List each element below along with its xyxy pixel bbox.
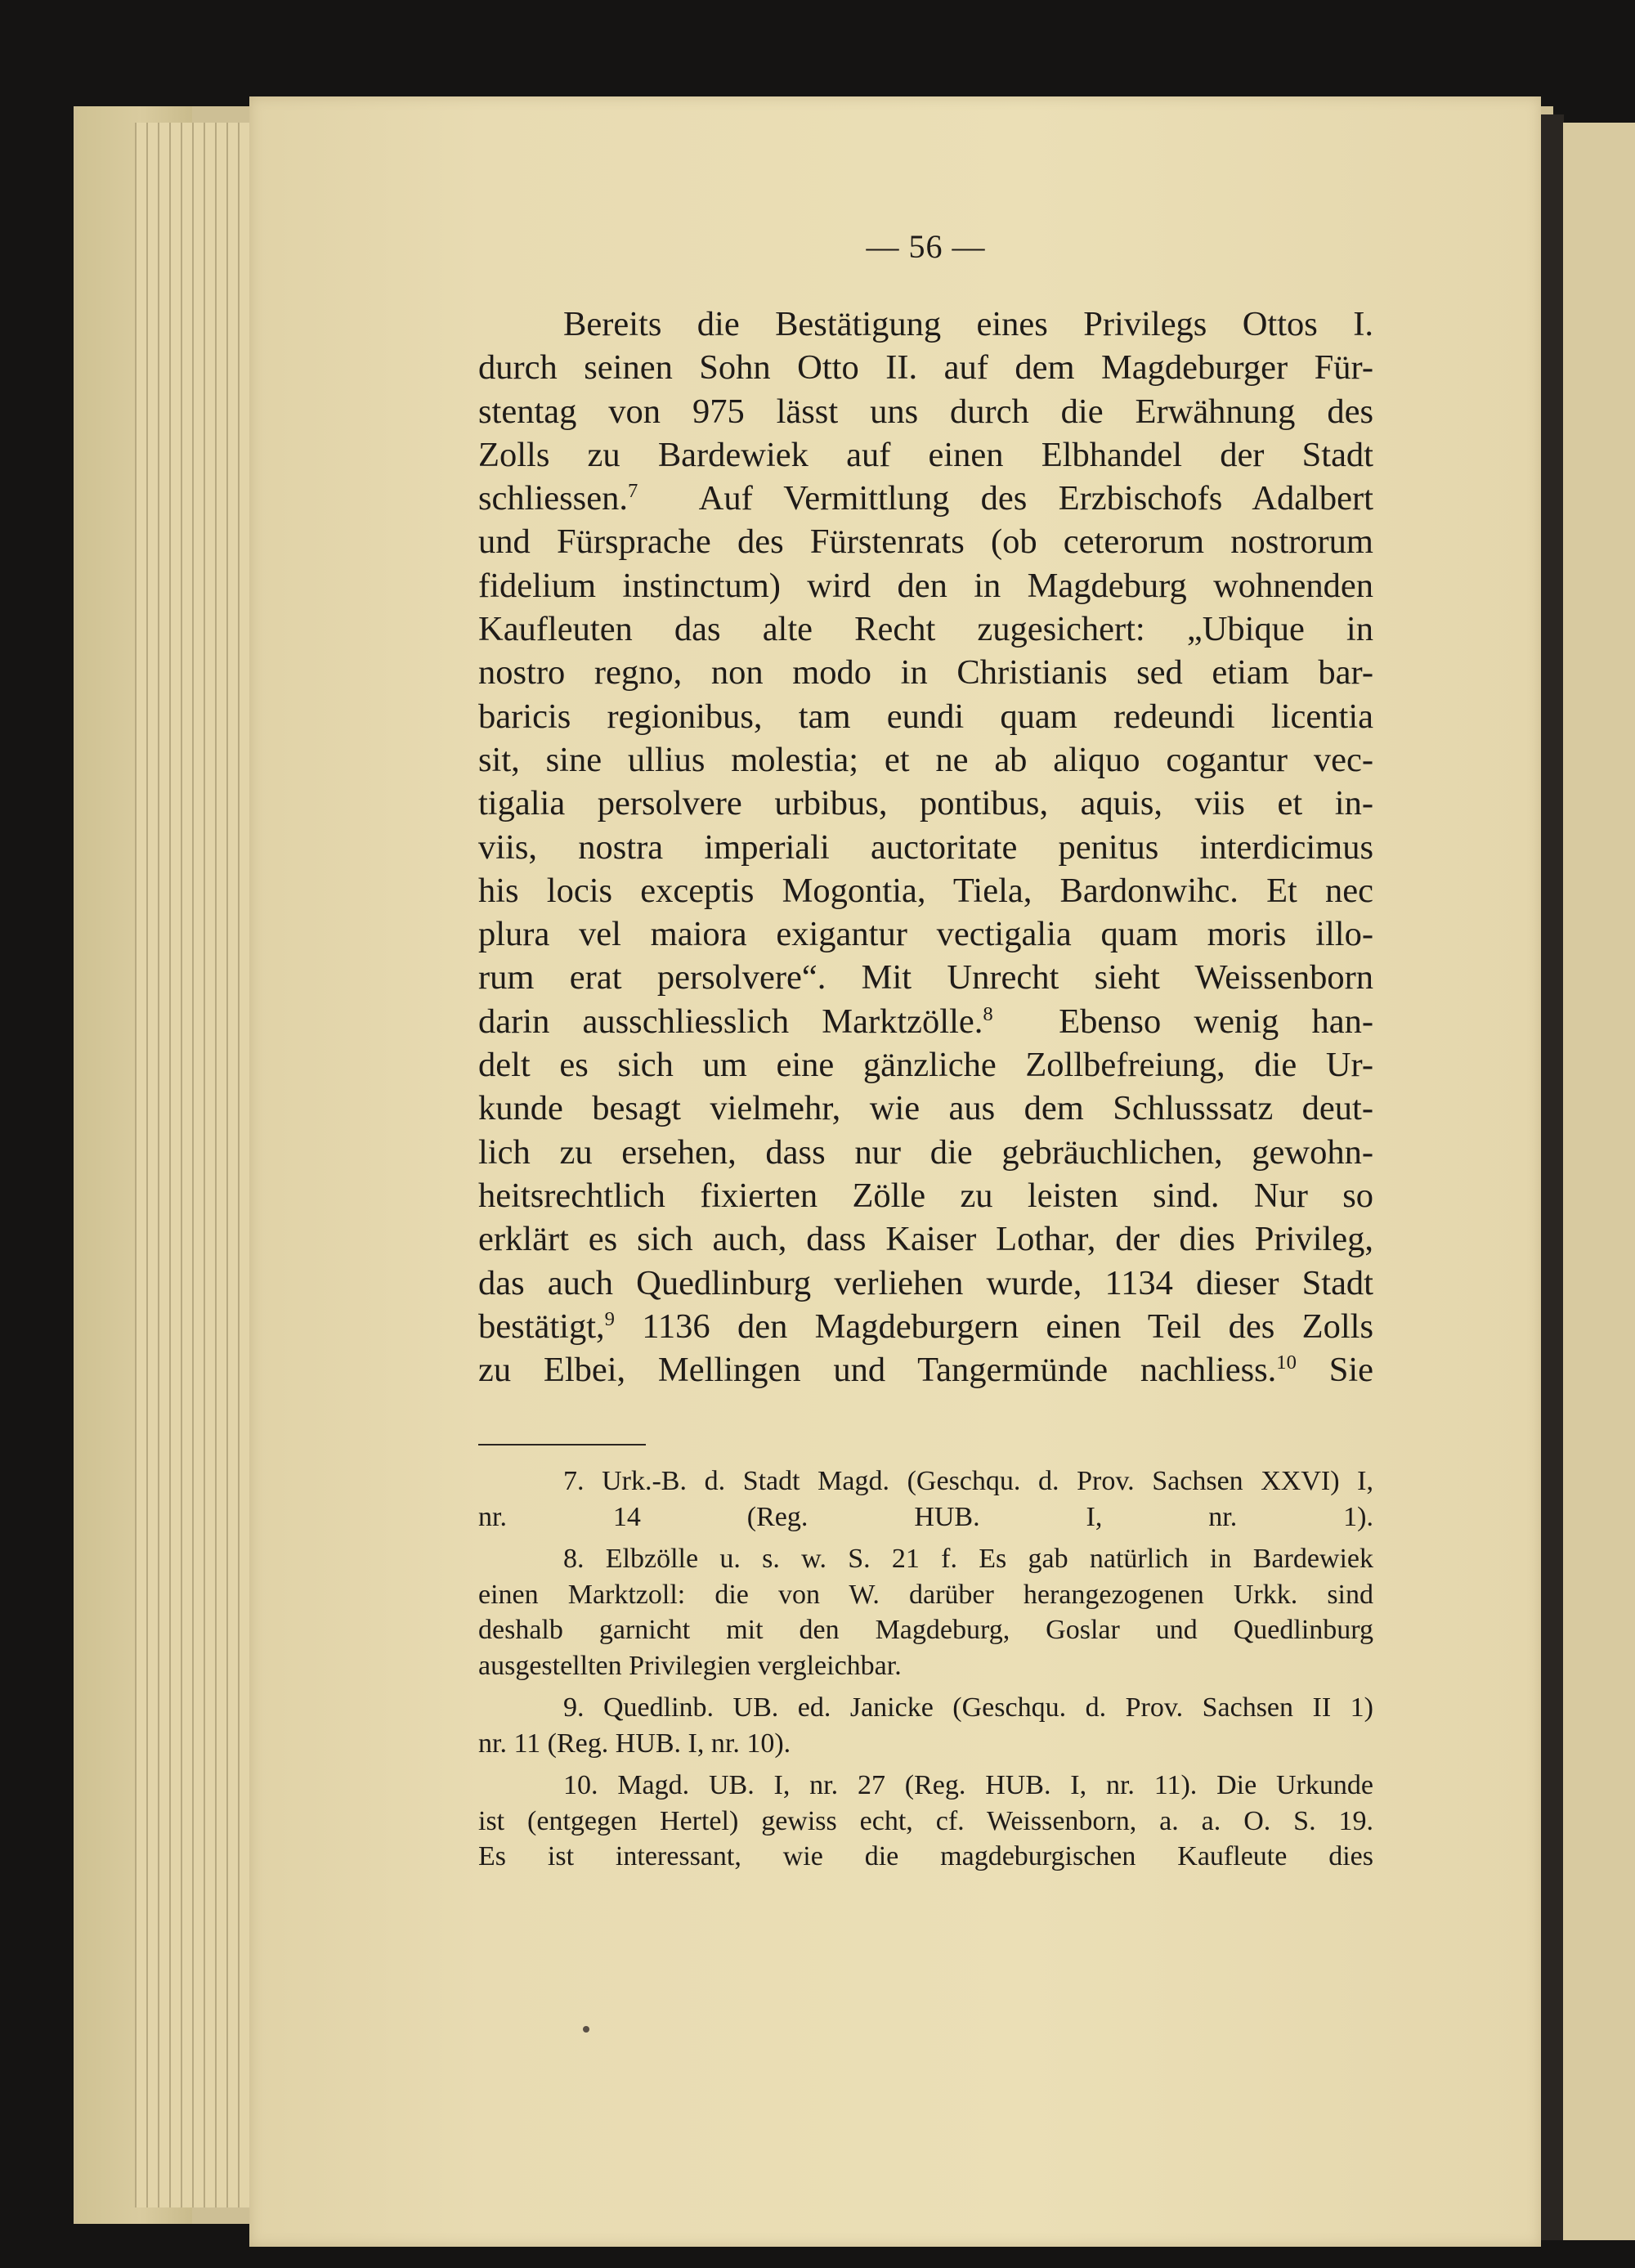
footnote-line: einen Marktzoll: die von W. darüber herangezogenen Urkk. sind bbox=[478, 1579, 1373, 1610]
text-line: plura vel maiora exigantur vectigalia quam moris illo- bbox=[478, 915, 1373, 954]
footnote-line: 10. Magd. UB. I, nr. 27 (Reg. HUB. I, nr. 11). Die Urkunde bbox=[563, 1770, 1373, 1800]
text-line: Kaufleuten das alte Recht zugesichert: „Ubique in bbox=[478, 610, 1373, 649]
footnote-line: ist (entgegen Hertel) gewiss echt, cf. Weissenborn, a. a. O. S. 19. bbox=[478, 1805, 1373, 1836]
facing-page-edge bbox=[1563, 123, 1635, 2240]
footnote-ref-9: 9 bbox=[604, 1307, 615, 1330]
text-line: delt es sich um eine gänzliche Zollbefreiung, die Ur- bbox=[478, 1046, 1373, 1085]
text-line: und Fürsprache des Fürstenrats (ob ceterorum nostrorum bbox=[478, 522, 1373, 562]
text-line: durch seinen Sohn Otto II. auf dem Magdeburger Für- bbox=[478, 348, 1373, 388]
text-line: kunde besagt vielmehr, wie aus dem Schlusssatz deut- bbox=[478, 1089, 1373, 1128]
text-line: sit, sine ullius molestia; et ne ab aliquo cogantur vec- bbox=[478, 740, 1373, 779]
footnote-ref-10: 10 bbox=[1276, 1351, 1297, 1374]
text-line: zu Elbei, Mellingen und Tangermünde nachliess.$^{10}$ Sie bbox=[478, 1351, 1373, 1390]
text-line: erklärt es sich auch, dass Kaiser Lothar, der dies Privileg, bbox=[478, 1220, 1373, 1259]
text-line: bestätigt,$^9$ 1136 den Magdeburgern einen Teil des Zolls bbox=[478, 1307, 1373, 1346]
text-line: fidelium instinctum) wird den in Magdeburg wohnenden bbox=[478, 566, 1373, 605]
footnote-line: deshalb garnicht mit den Magdeburg, Goslar und Quedlinburg bbox=[478, 1615, 1373, 1645]
text-line: baricis regionibus, tam eundi quam redeundi licentia bbox=[478, 697, 1373, 736]
footnote-line: ausgestellten Privilegien vergleichbar. bbox=[478, 1650, 902, 1681]
footnote-line: 8. Elbzölle u. s. w. S. 21 f. Es gab natürlich in Bardewiek bbox=[563, 1544, 1373, 1574]
text-line: darin ausschliesslich Marktzölle.$^8$ Ebenso wenig han- bbox=[478, 1002, 1373, 1041]
text-line: tigalia persolvere urbibus, pontibus, aquis, viis et in- bbox=[478, 784, 1373, 823]
text-line: nostro regno, non modo in Christianis sed etiam bar- bbox=[478, 653, 1373, 693]
paper-spot bbox=[583, 2026, 589, 2033]
text-line: heitsrechtlich fixierten Zölle zu leisten sind. Nur so bbox=[478, 1176, 1373, 1215]
text-line: Zolls zu Bardewiek auf einen Elbhandel der Stadt bbox=[478, 435, 1373, 474]
book-gutter bbox=[1541, 114, 1564, 2240]
footnote-line: 7. Urk.-B. d. Stadt Magd. (Geschqu. d. Prov. Sachsen XXVI) I, bbox=[563, 1466, 1373, 1496]
footnote-line: nr. 14 (Reg. HUB. I, nr. 1). bbox=[478, 1501, 1373, 1532]
text-line: viis, nostra imperiali auctoritate penitus interdicimus bbox=[478, 827, 1373, 867]
text-line: das auch Quedlinburg verliehen wurde, 1134 dieser Stadt bbox=[478, 1263, 1373, 1302]
footnote-rule bbox=[478, 1444, 646, 1446]
footnotes bbox=[478, 1463, 1373, 1875]
text-line: his locis exceptis Mogontia, Tiela, Bardonwihc. Et nec bbox=[478, 871, 1373, 910]
text-line: Bereits die Bestätigung eines Privilegs Ottos I. bbox=[563, 305, 1373, 343]
text-line: schliessen.$^7$ Auf Vermittlung des Erzbischofs Adalbert bbox=[478, 479, 1373, 518]
footnote-line: 9. Quedlinb. UB. ed. Janicke (Geschqu. d. Prov. Sachsen II 1) bbox=[563, 1692, 1373, 1723]
page-number: — 56 — bbox=[866, 228, 986, 265]
footnote-line: Es ist interessant, wie die magdeburgischen Kaufleute dies bbox=[478, 1841, 1373, 1871]
text-line: stentag von 975 lässt uns durch die Erwähnung des bbox=[478, 392, 1373, 431]
page-edges bbox=[135, 123, 249, 2207]
text-line: rum erat persolvere“. Mit Unrecht sieht Weissenborn bbox=[478, 958, 1373, 997]
footnote-ref-7: 7 bbox=[627, 480, 638, 503]
text-line: lich zu ersehen, dass nur die gebräuchlichen, gewohn- bbox=[478, 1132, 1373, 1172]
footnote-line: nr. 11 (Reg. HUB. I, nr. 10). bbox=[478, 1728, 791, 1759]
footnote-ref-8: 8 bbox=[983, 1002, 993, 1025]
main-text bbox=[478, 303, 1373, 1392]
